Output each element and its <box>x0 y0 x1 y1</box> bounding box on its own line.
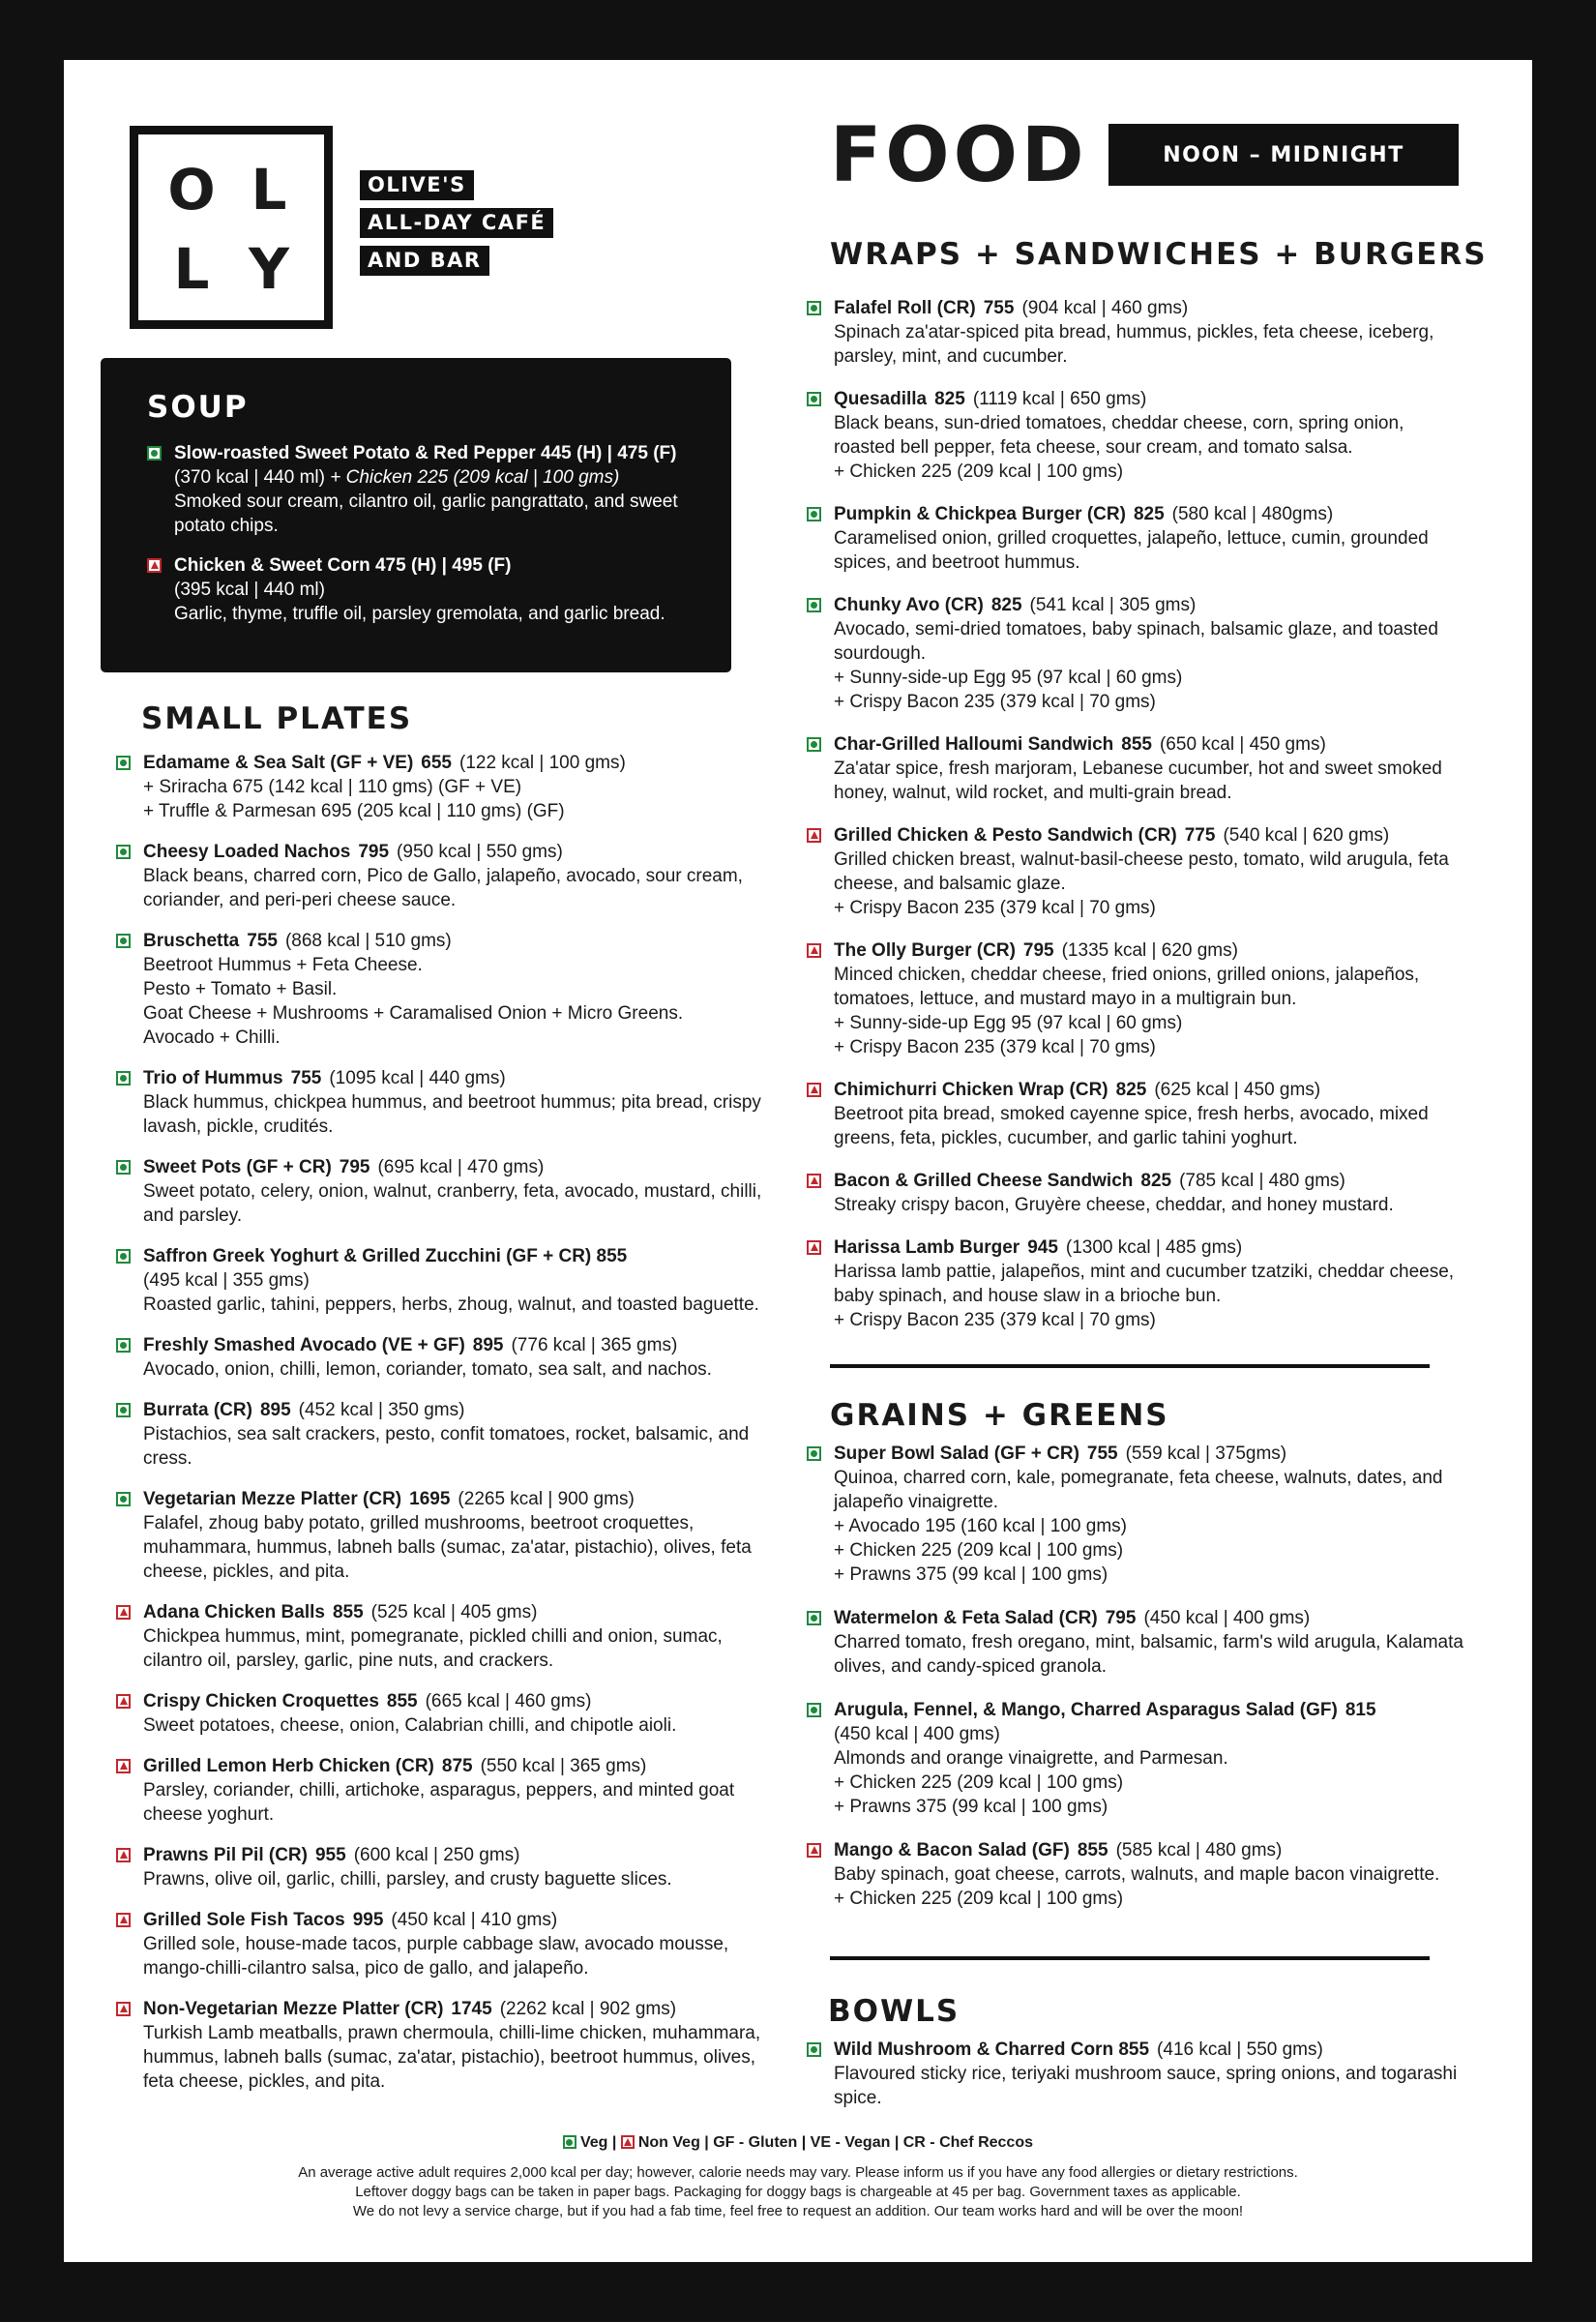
item-price: 995 <box>352 1910 384 1930</box>
item-kcal: (525 kcal | 405 gms) <box>370 1602 538 1622</box>
item-description: + Crispy Bacon 235 (379 kcal | 70 gms) <box>834 1310 1156 1330</box>
item-name: Chunky Avo (CR) <box>834 595 984 615</box>
item-description: Parsley, coriander, chilli, artichoke, asparagus, peppers, and minted goat cheese yoghurt. <box>143 1780 735 1825</box>
bowls-list <box>807 2038 1464 2110</box>
item-name: Pumpkin & Chickpea Burger (CR) <box>834 504 1126 524</box>
item-name: Chimichurri Chicken Wrap (CR) <box>834 1080 1108 1100</box>
menu-item <box>807 1606 1464 1679</box>
item-description: Streaky crispy bacon, Gruyère cheese, cheddar, and honey mustard. <box>834 1195 1394 1215</box>
item-kcal: (416 kcal | 550 gms) <box>1157 2039 1323 2060</box>
item-description: + Chicken 225 (209 kcal | 100 gms) <box>834 1772 1124 1793</box>
item-name: Adana Chicken Balls <box>143 1602 325 1622</box>
veg-icon <box>807 301 821 315</box>
menu-item <box>116 1066 764 1139</box>
item-name: Grilled Chicken & Pesto Sandwich (CR) <box>834 825 1177 846</box>
item-description: + Avocado 195 (160 kcal | 100 gms) <box>834 1516 1127 1536</box>
section-heading-bowls: BOWLS <box>828 1994 961 2029</box>
item-price: 895 <box>259 1400 291 1420</box>
section-divider <box>830 1364 1430 1368</box>
item-name: Bacon & Grilled Cheese Sandwich <box>834 1171 1134 1191</box>
menu-item <box>147 553 708 626</box>
item-price: 825 <box>1115 1080 1147 1100</box>
menu-item <box>116 929 764 1050</box>
item-description: Minced chicken, cheddar cheese, fried onions, grilled onions, jalapeños, tomatoes, lettuce, and mustard mayo in a multigrain bun. <box>834 965 1420 1009</box>
menu-item <box>807 1235 1464 1332</box>
legend-separator: | <box>607 2134 621 2151</box>
dietary-legend <box>0 2134 1596 2152</box>
menu-item <box>116 1689 764 1738</box>
item-kcal: (580 kcal | 480gms) <box>1171 504 1334 524</box>
legend-veg: Veg <box>579 2134 608 2151</box>
item-name: Chicken & Sweet Corn 475 (H) | 495 (F) <box>174 555 512 576</box>
item-description: Goat Cheese + Mushrooms + Caramalised Onion + Micro Greens. <box>143 1003 684 1024</box>
item-description: + Prawns 375 (99 kcal | 100 gms) <box>834 1797 1108 1817</box>
logo-letter: L <box>173 236 212 302</box>
item-kcal: (559 kcal | 375gms) <box>1125 1444 1287 1464</box>
item-description: Pistachios, sea salt crackers, pesto, confit tomatoes, rocket, balsamic, and cress. <box>143 1424 750 1469</box>
veg-icon <box>116 1403 131 1417</box>
item-price: 945 <box>1027 1237 1058 1258</box>
item-kcal: (452 kcal | 350 gms) <box>298 1400 465 1420</box>
item-price: 955 <box>314 1845 346 1865</box>
menu-item <box>116 1754 764 1827</box>
item-description: Black beans, sun-dried tomatoes, cheddar cheese, corn, spring onion, roasted bell pepper, feta cheese, sour cream, and tomato salsa. <box>834 413 1404 458</box>
item-description: + Sunny-side-up Egg 95 (97 kcal | 60 gms) <box>834 1013 1183 1033</box>
page-title: FOOD <box>830 112 1088 199</box>
item-price: 795 <box>358 842 390 862</box>
item-kcal: (1095 kcal | 440 gms) <box>329 1068 506 1088</box>
item-kcal: (541 kcal | 305 gms) <box>1029 595 1197 615</box>
menu-item <box>807 593 1464 714</box>
item-description: + Prawns 375 (99 kcal | 100 gms) <box>834 1564 1108 1585</box>
item-kcal: (2265 kcal | 900 gms) <box>458 1489 635 1509</box>
item-description: Beetroot Hummus + Feta Cheese. <box>143 955 423 975</box>
item-description: Roasted garlic, tahini, peppers, herbs, zhoug, walnut, and toasted baguette. <box>143 1295 759 1315</box>
item-price: 825 <box>1133 504 1165 524</box>
item-description: Falafel, zhoug baby potato, grilled mushrooms, beetroot croquettes, muhammara, hummus, labneh balls (sumac, za'atar, pistachio), olives, feta cheese, pickles, and pita. <box>143 1513 752 1582</box>
nonveg-icon <box>807 1843 821 1858</box>
menu-item <box>116 840 764 912</box>
legend-nonveg: Non Veg <box>637 2134 700 2151</box>
nonveg-icon <box>807 1083 821 1097</box>
menu-item <box>807 1838 1464 1911</box>
item-kcal: (1335 kcal | 620 gms) <box>1061 940 1238 961</box>
item-description: Grilled sole, house-made tacos, purple cabbage slaw, avocado mousse, mango-chilli-cilantro salsa, pico de gallo, and jalapeño. <box>143 1934 729 1979</box>
item-name: Sweet Pots (GF + CR) <box>143 1157 332 1177</box>
item-kcal: (1300 kcal | 485 gms) <box>1065 1237 1243 1258</box>
item-price: 755 <box>1086 1444 1118 1464</box>
item-kcal: (868 kcal | 510 gms) <box>284 931 452 951</box>
veg-icon <box>807 392 821 406</box>
item-description: Baby spinach, goat cheese, carrots, walnuts, and maple bacon vinaigrette. <box>834 1864 1440 1885</box>
menu-item <box>116 1600 764 1673</box>
grains-list <box>807 1442 1464 1930</box>
item-kcal: (585 kcal | 480 gms) <box>1115 1840 1283 1861</box>
soup-section <box>101 358 731 672</box>
item-name: Prawns Pil Pil (CR) <box>143 1845 308 1865</box>
menu-item <box>807 296 1464 369</box>
item-description: (450 kcal | 400 gms) <box>834 1724 1000 1744</box>
menu-item <box>807 502 1464 575</box>
item-description: Harissa lamb pattie, jalapeños, mint and cucumber tzatziki, cheddar cheese, baby spinach, and house slaw in a brioche bun. <box>834 1262 1455 1306</box>
item-name: Super Bowl Salad (GF + CR) <box>834 1444 1079 1464</box>
veg-icon <box>807 2042 821 2057</box>
veg-icon <box>116 934 131 948</box>
veg-icon <box>807 1446 821 1461</box>
item-kcal: (395 kcal | 440 ml) <box>174 580 325 600</box>
item-description: Flavoured sticky rice, teriyaki mushroom sauce, spring onions, and togarashi spice. <box>834 2064 1458 2108</box>
item-name: Harissa Lamb Burger <box>834 1237 1020 1258</box>
wraps-list <box>807 296 1464 1351</box>
item-price: 795 <box>1022 940 1054 961</box>
nonveg-icon <box>116 2002 131 2016</box>
nonveg-icon <box>116 1848 131 1862</box>
item-price: 855 <box>386 1691 418 1712</box>
item-kcal: (625 kcal | 450 gms) <box>1154 1080 1321 1100</box>
item-description: Za'atar spice, fresh marjoram, Lebanese cucumber, hot and sweet smoked honey, walnut, wild rocket, and multi-grain bread. <box>834 759 1442 803</box>
menu-item <box>807 1169 1464 1217</box>
menu-item <box>116 1155 764 1228</box>
item-name: Grilled Sole Fish Tacos <box>143 1910 345 1930</box>
item-name: Vegetarian Mezze Platter (CR) <box>143 1489 402 1509</box>
item-description: Turkish Lamb meatballs, prawn chermoula, chilli-lime chicken, muhammara, hummus, labneh balls (sumac, za'atar, pistachio), beetroot hummus, olives, feta cheese, pickles, and pita. <box>143 2023 761 2092</box>
menu-item <box>116 1997 764 2094</box>
item-description: + Crispy Bacon 235 (379 kcal | 70 gms) <box>834 898 1156 918</box>
item-description: Beetroot pita bread, smoked cayenne spice, fresh herbs, avocado, mixed greens, feta, pickles, cucumber, and garlic tahini yoghurt. <box>834 1104 1429 1148</box>
nonveg-icon <box>807 828 821 843</box>
veg-icon <box>807 507 821 521</box>
logo-letter: Y <box>249 236 291 302</box>
item-name: Cheesy Loaded Nachos <box>143 842 351 862</box>
logo-letter: O <box>167 157 218 223</box>
item-description: + Crispy Bacon 235 (379 kcal | 70 gms) <box>834 692 1156 712</box>
item-name: Wild Mushroom & Charred Corn 855 <box>834 2039 1150 2060</box>
veg-icon <box>116 1071 131 1086</box>
item-price: 655 <box>421 753 452 773</box>
item-kcal: (665 kcal | 460 gms) <box>425 1691 592 1712</box>
menu-item <box>116 1333 764 1382</box>
item-addon: + Chicken 225 (209 kcal | 100 gms) <box>330 467 620 488</box>
veg-icon <box>807 598 821 612</box>
menu-item <box>807 1698 1464 1819</box>
item-name: Edamame & Sea Salt (GF + VE) <box>143 753 414 773</box>
item-price: 755 <box>983 298 1015 318</box>
item-price: 895 <box>472 1335 504 1355</box>
item-name: Non-Vegetarian Mezze Platter (CR) <box>143 1999 444 2019</box>
item-description: Pesto + Tomato + Basil. <box>143 979 338 999</box>
item-description: Grilled chicken breast, walnut-basil-cheese pesto, tomato, wild arugula, feta cheese, and balsamic glaze. <box>834 849 1449 894</box>
nonveg-icon <box>116 1759 131 1773</box>
nonveg-icon <box>116 1913 131 1927</box>
item-price: 795 <box>339 1157 370 1177</box>
item-price: 855 <box>1077 1840 1108 1861</box>
item-name: The Olly Burger (CR) <box>834 940 1016 961</box>
item-description: Chickpea hummus, mint, pomegranate, pickled chilli and onion, sumac, cilantro oil, parsley, garlic, pine nuts, and crackers. <box>143 1626 723 1671</box>
menu-item <box>807 387 1464 484</box>
item-description: Almonds and orange vinaigrette, and Parmesan. <box>834 1748 1228 1769</box>
item-name: Freshly Smashed Avocado (VE + GF) <box>143 1335 465 1355</box>
nonveg-icon <box>621 2135 635 2149</box>
veg-icon <box>807 1703 821 1717</box>
item-kcal: (450 kcal | 410 gms) <box>391 1910 558 1930</box>
item-name: Falafel Roll (CR) <box>834 298 976 318</box>
section-heading-grains: GRAINS + GREENS <box>830 1398 1169 1433</box>
veg-icon <box>807 737 821 752</box>
item-kcal: (540 kcal | 620 gms) <box>1223 825 1390 846</box>
item-kcal: (600 kcal | 250 gms) <box>353 1845 520 1865</box>
item-description: Garlic, thyme, truffle oil, parsley gremolata, and garlic bread. <box>174 604 665 624</box>
menu-item <box>116 1487 764 1584</box>
item-description: + Chicken 225 (209 kcal | 100 gms) <box>834 1889 1124 1909</box>
footer-note: An average active adult requires 2,000 kcal per day; however, calorie needs may vary. Please inform us if you have any food allergies or dietary restrictions. <box>298 2164 1298 2181</box>
nonveg-icon <box>807 1174 821 1188</box>
item-description: Black beans, charred corn, Pico de Gallo, jalapeño, avocado, sour cream, coriander, and peri-peri cheese sauce. <box>143 866 743 910</box>
item-kcal: (950 kcal | 550 gms) <box>397 842 563 862</box>
item-price: 825 <box>990 595 1022 615</box>
menu-item <box>807 1078 1464 1150</box>
menu-item <box>807 823 1464 920</box>
menu-item <box>116 751 764 823</box>
item-price: 795 <box>1105 1608 1137 1628</box>
logo-letter: L <box>251 157 289 223</box>
item-price: 755 <box>290 1068 322 1088</box>
item-description: + Crispy Bacon 235 (379 kcal | 70 gms) <box>834 1037 1156 1057</box>
item-price: 775 <box>1184 825 1216 846</box>
veg-icon <box>807 1611 821 1625</box>
veg-icon <box>116 756 131 770</box>
item-price: 825 <box>1140 1171 1172 1191</box>
veg-icon <box>116 1249 131 1264</box>
item-description: Charred tomato, fresh oregano, mint, balsamic, farm's wild arugula, Kalamata olives, and candy-spiced granola. <box>834 1632 1463 1677</box>
veg-icon <box>563 2135 576 2149</box>
nonveg-icon <box>116 1694 131 1709</box>
item-price: 755 <box>247 931 278 951</box>
small-plates-list <box>116 751 764 2110</box>
legend-codes: | GF - Gluten | VE - Vegan | CR - Chef Reccos <box>699 2134 1033 2151</box>
menu-item <box>116 1843 764 1891</box>
menu-item <box>116 1908 764 1980</box>
footer-note: Leftover doggy bags can be taken in paper bags. Packaging for doggy bags is chargeable at 45 per bag. Government taxes as applicable. <box>355 2184 1241 2200</box>
item-name: Saffron Greek Yoghurt & Grilled Zucchini (GF + CR) 855 <box>143 1246 628 1266</box>
item-name: Bruschetta <box>143 931 240 951</box>
item-kcal: (1119 kcal | 650 gms) <box>972 389 1147 409</box>
item-name: Burrata (CR) <box>143 1400 252 1420</box>
item-description: + Sunny-side-up Egg 95 (97 kcal | 60 gms) <box>834 668 1183 688</box>
item-kcal: (785 kcal | 480 gms) <box>1179 1171 1345 1191</box>
item-description: Black hummus, chickpea hummus, and beetroot hummus; pita bread, crispy lavash, pickle, crudités. <box>143 1092 761 1137</box>
veg-icon <box>147 446 162 461</box>
item-name: Arugula, Fennel, & Mango, Charred Asparagus Salad (GF) <box>834 1700 1338 1720</box>
item-kcal: (695 kcal | 470 gms) <box>377 1157 545 1177</box>
item-kcal: (370 kcal | 440 ml) <box>174 467 331 488</box>
item-description: + Chicken 225 (209 kcal | 100 gms) <box>834 461 1124 482</box>
brand-tagline <box>360 170 553 283</box>
item-description: Spinach za'atar-spiced pita bread, hummus, pickles, feta cheese, iceberg, parsley, mint, and cucumber. <box>834 322 1434 367</box>
item-price: 815 <box>1345 1700 1376 1720</box>
section-heading-soup: SOUP <box>147 390 249 425</box>
item-description: + Truffle & Parmesan 695 (205 kcal | 110 gms) (GF) <box>143 801 565 821</box>
item-description: Avocado, semi-dried tomatoes, baby spinach, balsamic glaze, and toasted sourdough. <box>834 619 1438 664</box>
item-name: Crispy Chicken Croquettes <box>143 1691 379 1712</box>
nonveg-icon <box>116 1605 131 1620</box>
hours-badge: NOON – MIDNIGHT <box>1108 124 1459 186</box>
olly-logo <box>130 126 333 329</box>
veg-icon <box>116 845 131 859</box>
veg-icon <box>116 1492 131 1506</box>
item-name: Slow-roasted Sweet Potato & Red Pepper 445 (H) | 475 (F) <box>174 443 677 463</box>
item-kcal: (2262 kcal | 902 gms) <box>499 1999 677 2019</box>
item-price: 875 <box>441 1756 473 1776</box>
item-description: Quinoa, charred corn, kale, pomegranate, feta cheese, walnuts, dates, and jalapeño vinaigrette. <box>834 1468 1443 1512</box>
nonveg-icon <box>807 943 821 958</box>
menu-item <box>807 938 1464 1059</box>
tagline-line: ALL-DAY CAFÉ <box>360 208 553 238</box>
item-description: Caramelised onion, grilled croquettes, jalapeño, lettuce, cumin, grounded spices, and beetroot hummus. <box>834 528 1429 573</box>
item-kcal: (550 kcal | 365 gms) <box>480 1756 647 1776</box>
item-description: Sweet potato, celery, onion, walnut, cranberry, feta, avocado, mustard, chilli, and parsley. <box>143 1181 762 1226</box>
item-price: 855 <box>1121 734 1152 755</box>
menu-item <box>116 1244 764 1317</box>
menu-item <box>807 2038 1464 2110</box>
footer-note: We do not levy a service charge, but if you had a fab time, feel free to request an addition. Our team works hard and will be over the moon! <box>352 2203 1244 2219</box>
item-name: Char-Grilled Halloumi Sandwich <box>834 734 1114 755</box>
item-description: + Chicken 225 (209 kcal | 100 gms) <box>834 1540 1124 1561</box>
section-heading-wraps: WRAPS + SANDWICHES + BURGERS <box>830 237 1488 272</box>
item-description: Smoked sour cream, cilantro oil, garlic pangrattato, and sweet potato chips. <box>174 491 678 536</box>
item-price: 1745 <box>451 1999 492 2019</box>
tagline-line: AND BAR <box>360 246 489 276</box>
item-price: 1695 <box>409 1489 451 1509</box>
item-name: Trio of Hummus <box>143 1068 283 1088</box>
item-description: Avocado, onion, chilli, lemon, coriander, tomato, sea salt, and nachos. <box>143 1359 712 1380</box>
menu-item <box>807 1442 1464 1587</box>
item-price: 825 <box>934 389 965 409</box>
menu-item <box>807 732 1464 805</box>
item-kcal: (776 kcal | 365 gms) <box>511 1335 678 1355</box>
item-description: + Sriracha 675 (142 kcal | 110 gms) (GF + VE) <box>143 777 522 797</box>
veg-icon <box>116 1338 131 1353</box>
nonveg-icon <box>147 558 162 573</box>
item-name: Grilled Lemon Herb Chicken (CR) <box>143 1756 434 1776</box>
menu-item <box>116 1398 764 1471</box>
item-kcal: (904 kcal | 460 gms) <box>1021 298 1189 318</box>
tagline-line: OLIVE'S <box>360 170 474 200</box>
item-description: Prawns, olive oil, garlic, chilli, parsley, and crusty baguette slices. <box>143 1869 672 1890</box>
item-description: Avocado + Chilli. <box>143 1027 281 1048</box>
item-kcal: (122 kcal | 100 gms) <box>459 753 626 773</box>
item-description: (495 kcal | 355 gms) <box>143 1270 310 1291</box>
item-description: Sweet potatoes, cheese, onion, Calabrian chilli, and chipotle aioli. <box>143 1715 677 1736</box>
nonveg-icon <box>807 1240 821 1255</box>
menu-item <box>147 441 708 538</box>
item-name: Mango & Bacon Salad (GF) <box>834 1840 1070 1861</box>
item-kcal: (450 kcal | 400 gms) <box>1143 1608 1311 1628</box>
item-name: Watermelon & Feta Salad (CR) <box>834 1608 1098 1628</box>
footer-notes <box>0 2163 1596 2221</box>
item-price: 855 <box>332 1602 364 1622</box>
item-kcal: (650 kcal | 450 gms) <box>1159 734 1326 755</box>
section-divider <box>830 1956 1430 1960</box>
veg-icon <box>116 1160 131 1175</box>
item-name: Quesadilla <box>834 389 928 409</box>
section-heading-small-plates: SMALL PLATES <box>141 701 413 736</box>
